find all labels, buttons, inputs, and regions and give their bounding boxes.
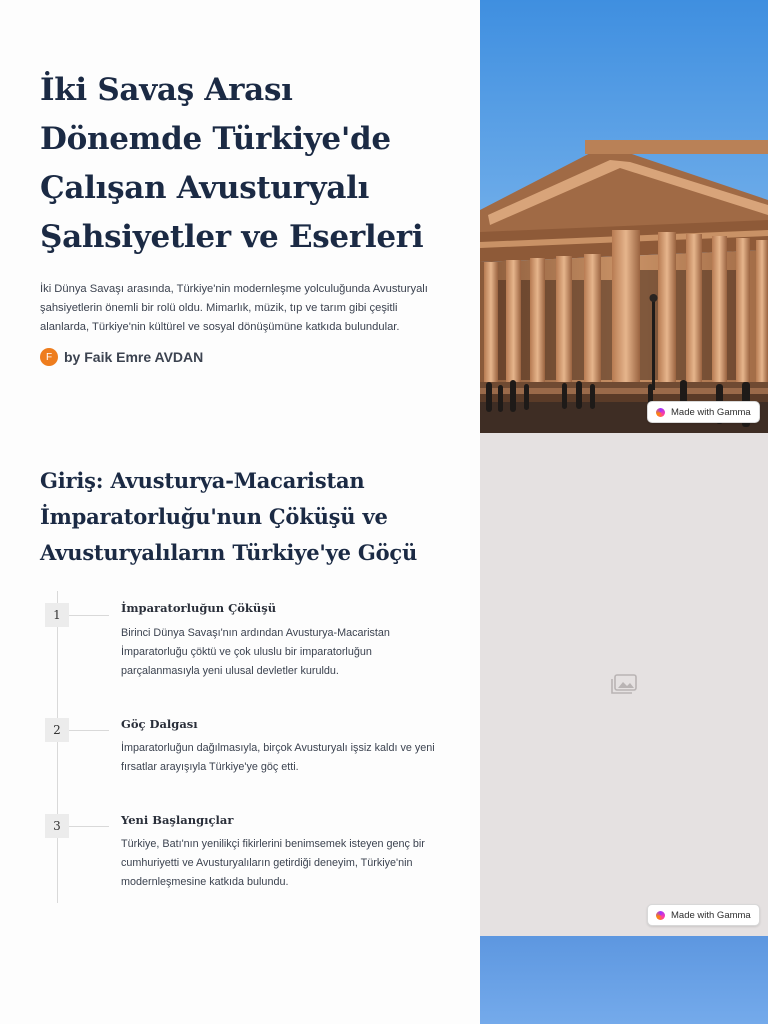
timeline-line: [57, 591, 58, 903]
step-body-1: Birinci Dünya Savaşı'nın ardından Avusturya-Macaristan İmparatorluğu çöktü ve çok uluslu bir imparatorluğun parçalanmasıyla yeni ulusal devletler kuruldu.: [121, 627, 390, 677]
made-with-gamma-label: Made with Gamma: [671, 909, 751, 921]
step-title-2: Göç Dalgası: [121, 717, 198, 731]
building-photo: [480, 0, 768, 433]
sky-image: [480, 936, 768, 1024]
step-body-3: Türkiye, Batı'nın yenilikçi fikirlerini benimsemek isteyen genç bir cumhuriyetti ve Avusturyalıların getirdiği deneyim, Türkiye'nin modernleşmesine katkıda bulundu.: [121, 838, 425, 888]
image-placeholder-icon: [611, 674, 637, 694]
step-body-2: İmparatorluğun dağılmasıyla, birçok Avusturyalı işsiz kaldı ve yeni fırsatlar arayışıyla Türkiye'ye göç etti.: [121, 742, 435, 773]
step-connector: [69, 730, 109, 731]
gamma-logo-icon: [656, 408, 665, 417]
title-slide: [0, 0, 768, 433]
step-number-3: 3: [45, 814, 69, 838]
step-number-1: 1: [45, 603, 69, 627]
made-with-gamma-badge[interactable]: [647, 401, 760, 423]
step-title-3: Yeni Başlangıçlar: [121, 813, 234, 827]
step-number-2: 2: [45, 718, 69, 742]
made-with-gamma-label: Made with Gamma: [671, 406, 751, 418]
page-title: İki Savaş Arası Dönemde Türkiye'de Çalışan Avusturyalı Şahsiyetler ve Eserleri: [40, 72, 424, 255]
neoclassical-building-image: [480, 0, 768, 433]
step-title-1: İmparatorluğun Çöküşü: [121, 601, 277, 615]
author-name: by Faik Emre AVDAN: [64, 349, 204, 365]
section-title: Giriş: Avusturya-Macaristan İmparatorluğu'nun Çöküşü ve Avusturyalıların Türkiye'ye Göçü: [40, 468, 418, 565]
step-connector: [69, 826, 109, 827]
intro-slide: [0, 433, 768, 936]
avatar: F: [40, 348, 58, 366]
next-slide: [0, 936, 768, 1024]
step-connector: [69, 615, 109, 616]
intro-paragraph: İki Dünya Savaşı arasında, Türkiye'nin modernleşme yolculuğunda Avusturyalı şahsiyetlerin önemli bir rolü oldu. Mimarlık, müzik, tıp ve tarım gibi çeşitli alanlarda, Türkiye'nin kültürel ve sosyal dönüşümüne katkıda bulundular.: [40, 283, 428, 333]
image-placeholder: [480, 433, 768, 936]
author-line: [40, 348, 203, 366]
made-with-gamma-badge[interactable]: [647, 904, 760, 926]
gamma-logo-icon: [656, 911, 665, 920]
